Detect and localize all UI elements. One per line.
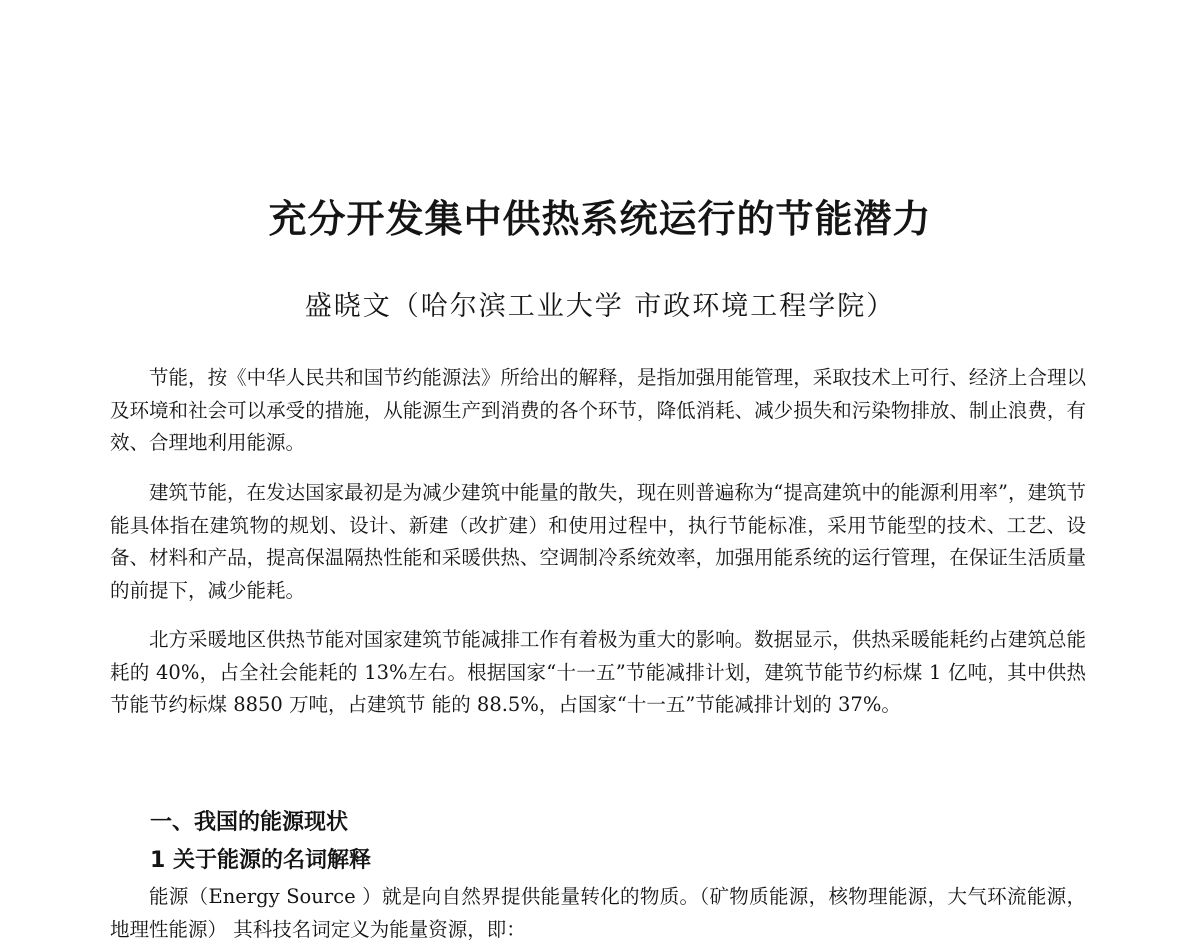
author-affiliation: 盛晓文（哈尔滨工业大学 市政环境工程学院） <box>304 291 896 322</box>
paragraph-energy-source: 能源（Energy Source ）就是向自然界提供能量转化的物质。（矿物质能源，核物理能源，大气环流能源，地理性能源） 其科技名词定义为能量资源，即： <box>110 885 1086 941</box>
section-heading: 一、我国的能源现状 <box>150 810 349 835</box>
paragraph-building-energy-saving: 建筑节能，在发达国家最初是为减少建筑中能量的散失，现在则普遍称为“提高建筑中的能源利用率”，建筑节能具体指在建筑物的规划、设计、新建（改扩建）和使用过程中，执行节能标准，采用节能型的技术、工艺、设备、材料和产品，提高保温隔热性能和采暖供热、空调制冷系统效率，加强用能系统的运行管理，在保证生活质量的前提下，减少能耗。 <box>110 481 1086 602</box>
paper-title: 充分开发集中供热系统运行的节能潜力 <box>268 196 932 241</box>
paragraph-energy-saving-definition: 节能，按《中华人民共和国节约能源法》所给出的解释，是指加强用能管理，采取技术上可行、经济上合理以及环境和社会可以承受的措施，从能源生产到消费的各个环节，降低消耗、减少损失和污染物排放、制止浪费，有效、合理地利用能源。 <box>110 366 1086 454</box>
subsection-heading: 1 关于能源的名词解释 <box>150 848 371 873</box>
paragraph-northern-heating: 北方采暖地区供热节能对国家建筑节能减排工作有着极为重大的影响。数据显示，供热采暖能耗约占建筑总能耗的 40%，占全社会能耗的 13%左右。根据国家“十一五”节能减排计划，建筑节能节约标煤 1 亿吨，其中供热节能节约标煤 8850 万吨，占建筑节 能的 88.5%，占国家“十一五”节能减排计划的 37%。 <box>110 628 1086 716</box>
